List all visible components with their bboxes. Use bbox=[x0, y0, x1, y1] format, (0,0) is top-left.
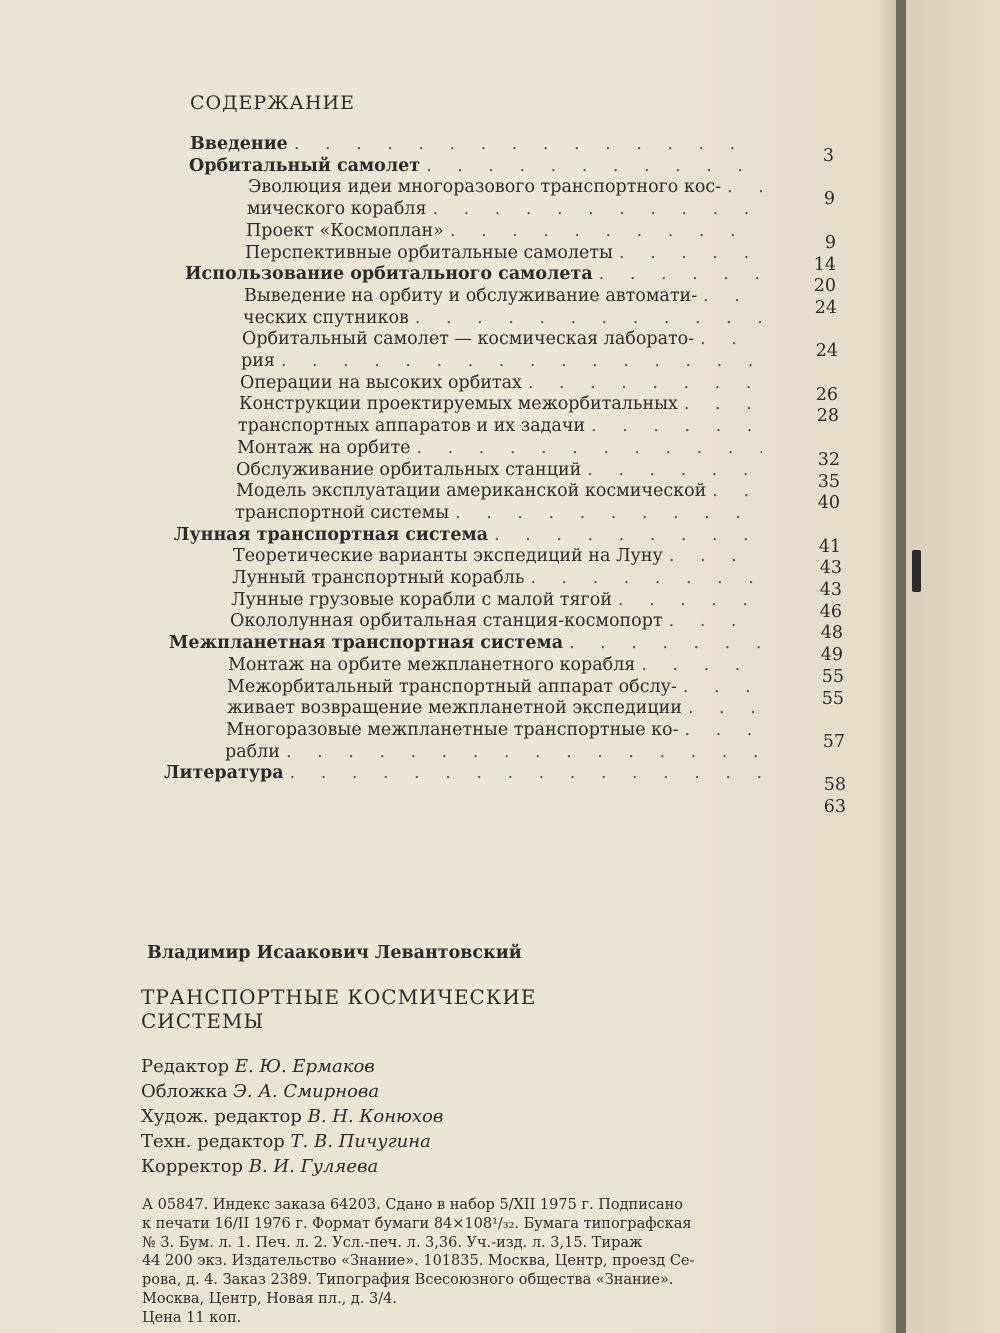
toc-leader-dots bbox=[669, 611, 762, 631]
toc-page-number: 49 bbox=[820, 645, 843, 666]
toc-entry-text: транспортной системы bbox=[235, 502, 450, 523]
toc-subsection bbox=[228, 655, 768, 677]
toc-section bbox=[190, 134, 768, 156]
toc-entry-text: Конструкции проектируемых межорбитальных bbox=[239, 394, 678, 415]
toc-entry-text: рабли bbox=[225, 741, 280, 762]
toc-page-number: 28 bbox=[816, 406, 839, 427]
imprint-line: Цена 11 коп. bbox=[142, 1309, 242, 1326]
imprint-line: Москва, Центр, Новая пл., д. 3/4. bbox=[142, 1291, 397, 1307]
toc-leader-dots bbox=[569, 633, 762, 653]
toc-leader-dots bbox=[417, 438, 762, 458]
toc-leader-dots bbox=[683, 677, 762, 697]
imprint-line: А 05847. Индекс заказа 64203. Сдано в набор 5/XII 1975 г. Подписано bbox=[142, 1197, 684, 1213]
book-title-line: ТРАНСПОРТНЫЕ КОСМИЧЕСКИЕ bbox=[141, 985, 537, 1009]
toc-leader-dots bbox=[415, 308, 762, 328]
toc-page-number: 24 bbox=[815, 341, 838, 362]
toc-leader-dots bbox=[294, 134, 762, 154]
toc-leader-dots bbox=[712, 481, 762, 501]
toc-entry-text: Введение bbox=[190, 134, 288, 154]
toc-subsection bbox=[232, 568, 768, 590]
credit-line bbox=[141, 1081, 379, 1102]
toc-entry-text: Операции на высоких орбитах bbox=[240, 372, 522, 393]
toc-section bbox=[174, 525, 768, 547]
toc-leader-dots bbox=[426, 156, 762, 176]
toc-page-number: 41 bbox=[818, 536, 841, 557]
contents-heading: СОДЕРЖАНИЕ bbox=[190, 92, 355, 114]
toc-entry-text: Орбитальный самолет bbox=[189, 155, 421, 176]
toc-leader-dots bbox=[281, 351, 762, 371]
credit-line bbox=[141, 1056, 375, 1077]
toc-entry-text: Выведение на орбиту и обслуживание автомати- bbox=[244, 285, 698, 306]
toc-leader-dots bbox=[727, 177, 762, 197]
toc-subsection bbox=[238, 416, 768, 438]
toc-subsection bbox=[237, 438, 768, 460]
toc-section bbox=[185, 264, 768, 286]
toc-entry-text: Межпланетная транспортная система bbox=[169, 633, 564, 654]
toc-leader-dots bbox=[641, 655, 762, 675]
toc-entry-text: Лунные грузовые корабли с малой тягой bbox=[231, 589, 612, 610]
toc-page-number: 57 bbox=[822, 731, 845, 752]
toc-subsection bbox=[227, 698, 768, 720]
toc-subsection bbox=[230, 611, 768, 633]
toc-leader-dots bbox=[700, 329, 762, 349]
toc-entry-text: Лунный транспортный корабль bbox=[232, 568, 525, 588]
toc-entry-text: Монтаж на орбите межпланетного корабля bbox=[228, 654, 636, 675]
toc-page-number: 26 bbox=[815, 384, 838, 405]
toc-page-number: 63 bbox=[823, 797, 846, 817]
toc-page-number: 32 bbox=[817, 449, 840, 470]
toc-subsection bbox=[247, 199, 768, 221]
toc-leader-dots bbox=[530, 568, 762, 588]
toc-entry-text: Литература bbox=[164, 763, 284, 784]
book-title-line: СИСТЕМЫ bbox=[141, 1009, 265, 1033]
toc-section bbox=[169, 633, 768, 655]
toc-subsection bbox=[244, 286, 768, 308]
toc-leader-dots bbox=[688, 698, 762, 718]
toc-subsection bbox=[240, 373, 768, 395]
toc-entry-text: Проект «Космоплан» bbox=[246, 220, 444, 241]
credit-person: Е. Ю. Ермаков bbox=[234, 1056, 375, 1077]
toc-page-number: 43 bbox=[819, 558, 842, 579]
toc-entry-text: мического корабля bbox=[247, 199, 427, 220]
credit-person: В. Н. Конюхов bbox=[307, 1106, 444, 1127]
toc-leader-dots bbox=[618, 590, 762, 610]
toc-entry-text: Перспективные орбитальные самолеты bbox=[245, 242, 613, 263]
toc-page-number: 3 bbox=[822, 146, 834, 166]
toc-subsection bbox=[226, 720, 768, 742]
staple-icon bbox=[912, 550, 921, 592]
toc-leader-dots bbox=[669, 546, 762, 566]
toc-leader-dots bbox=[450, 221, 762, 241]
toc-entry-text: ческих спутников bbox=[243, 307, 409, 328]
toc-entry-text: рия bbox=[241, 351, 275, 371]
toc-subsection bbox=[241, 351, 768, 373]
credit-person: Э. А. Смирнова bbox=[233, 1081, 380, 1102]
toc-entry-text: Орбитальный самолет — космическая лаборато- bbox=[242, 329, 695, 350]
toc-subsection bbox=[239, 394, 768, 416]
toc-entry-text: Окололунная орбитальная станция-космопорт bbox=[230, 611, 663, 632]
adjacent-page bbox=[906, 0, 1000, 1333]
credit-role: Обложка bbox=[141, 1081, 234, 1102]
toc-leader-dots bbox=[685, 720, 763, 740]
toc-page-number: 40 bbox=[817, 493, 840, 514]
toc-subsection bbox=[236, 460, 768, 482]
toc-page-number: 46 bbox=[819, 601, 842, 622]
toc-entry-text: Модель эксплуатации американской космической bbox=[236, 481, 707, 502]
toc-leader-dots bbox=[494, 525, 762, 545]
credit-role: Техн. редактор bbox=[141, 1131, 291, 1152]
toc-leader-dots bbox=[433, 199, 762, 219]
imprint-line: к печати 16/II 1976 г. Формат бумаги 84×108¹/₃₂. Бумага типографская bbox=[142, 1215, 692, 1232]
toc-page-number: 55 bbox=[821, 688, 844, 709]
toc-subsection bbox=[225, 742, 768, 764]
imprint-line: рова, д. 4. Заказ 2389. Типография Всесоюзного общества «Знание». bbox=[142, 1272, 674, 1289]
toc-leader-dots bbox=[703, 286, 762, 306]
credit-line bbox=[141, 1156, 378, 1177]
toc-leader-dots bbox=[591, 416, 762, 436]
credit-person: Т. В. Пичугина bbox=[290, 1131, 431, 1152]
credit-role: Корректор bbox=[141, 1156, 249, 1177]
toc-entry-text: Лунная транспортная система bbox=[174, 524, 489, 545]
toc-page-number: 48 bbox=[820, 623, 843, 644]
toc-entry-text: Теоретические варианты экспедиций на Луну bbox=[233, 546, 663, 567]
toc-entry-text: Монтаж на орбите bbox=[237, 437, 411, 458]
toc-leader-dots bbox=[455, 503, 762, 523]
toc-entry-text: Использование орбитального самолета bbox=[185, 264, 593, 285]
toc-leader-dots bbox=[290, 763, 762, 783]
toc-leader-dots bbox=[599, 264, 762, 284]
toc-entry-text: транспортных аппаратов и их задачи bbox=[238, 416, 586, 437]
toc-leader-dots bbox=[619, 243, 762, 263]
imprint-line: № 3. Бум. л. 1. Печ. л. 2. Усл.-печ. л. 3,36. Уч.-изд. л. 3,15. Тираж bbox=[142, 1234, 643, 1251]
author-name: Владимир Исаакович Левантовский bbox=[147, 943, 522, 963]
toc-entry-text: Межорбитальный транспортный аппарат обслу- bbox=[227, 676, 677, 697]
toc-page-number: 43 bbox=[819, 580, 842, 600]
credit-person: В. И. Гуляева bbox=[248, 1156, 379, 1177]
credit-role: Редактор bbox=[141, 1056, 235, 1077]
toc-section bbox=[164, 763, 768, 785]
credit-role: Худож. редактор bbox=[141, 1106, 308, 1127]
imprint-line: 44 200 экз. Издательство «Знание». 101835. Москва, Центр, проезд Се- bbox=[142, 1253, 695, 1270]
book-title bbox=[141, 985, 536, 1033]
toc-leader-dots bbox=[684, 394, 762, 414]
toc-page-number: 24 bbox=[814, 297, 837, 318]
toc-entry-text: Обслуживание орбитальных станций bbox=[236, 459, 582, 480]
toc-subsection bbox=[243, 308, 768, 330]
toc-subsection bbox=[233, 546, 768, 568]
toc-subsection bbox=[236, 481, 768, 503]
toc-page-number: 20 bbox=[813, 276, 836, 297]
toc-leader-dots bbox=[286, 742, 762, 762]
toc-leader-dots bbox=[587, 460, 762, 480]
credit-line bbox=[141, 1131, 431, 1152]
toc-page-number: 14 bbox=[813, 254, 836, 275]
toc-page-number: 35 bbox=[817, 471, 840, 492]
toc-page-number: 55 bbox=[821, 666, 844, 687]
toc-entry-text: Многоразовые межпланетные транспортные ко- bbox=[226, 719, 679, 740]
toc-subsection bbox=[227, 677, 768, 699]
toc-subsection bbox=[246, 221, 768, 243]
toc-subsection bbox=[245, 243, 768, 265]
toc-subsection bbox=[248, 177, 768, 199]
toc-leader-dots bbox=[528, 373, 762, 393]
toc-page-number: 58 bbox=[823, 775, 846, 796]
toc-subsection bbox=[231, 590, 768, 612]
toc-subsection bbox=[242, 329, 768, 351]
toc-entry-text: живает возвращение межпланетной экспедиции bbox=[227, 698, 682, 719]
toc-page-number: 9 bbox=[824, 232, 836, 253]
credit-line bbox=[141, 1106, 443, 1127]
toc-page-number: 9 bbox=[823, 189, 835, 210]
toc-entry-text: Эволюция идеи многоразового транспортного кос- bbox=[248, 177, 722, 198]
toc-subsection bbox=[235, 503, 768, 525]
toc-section bbox=[189, 156, 768, 178]
